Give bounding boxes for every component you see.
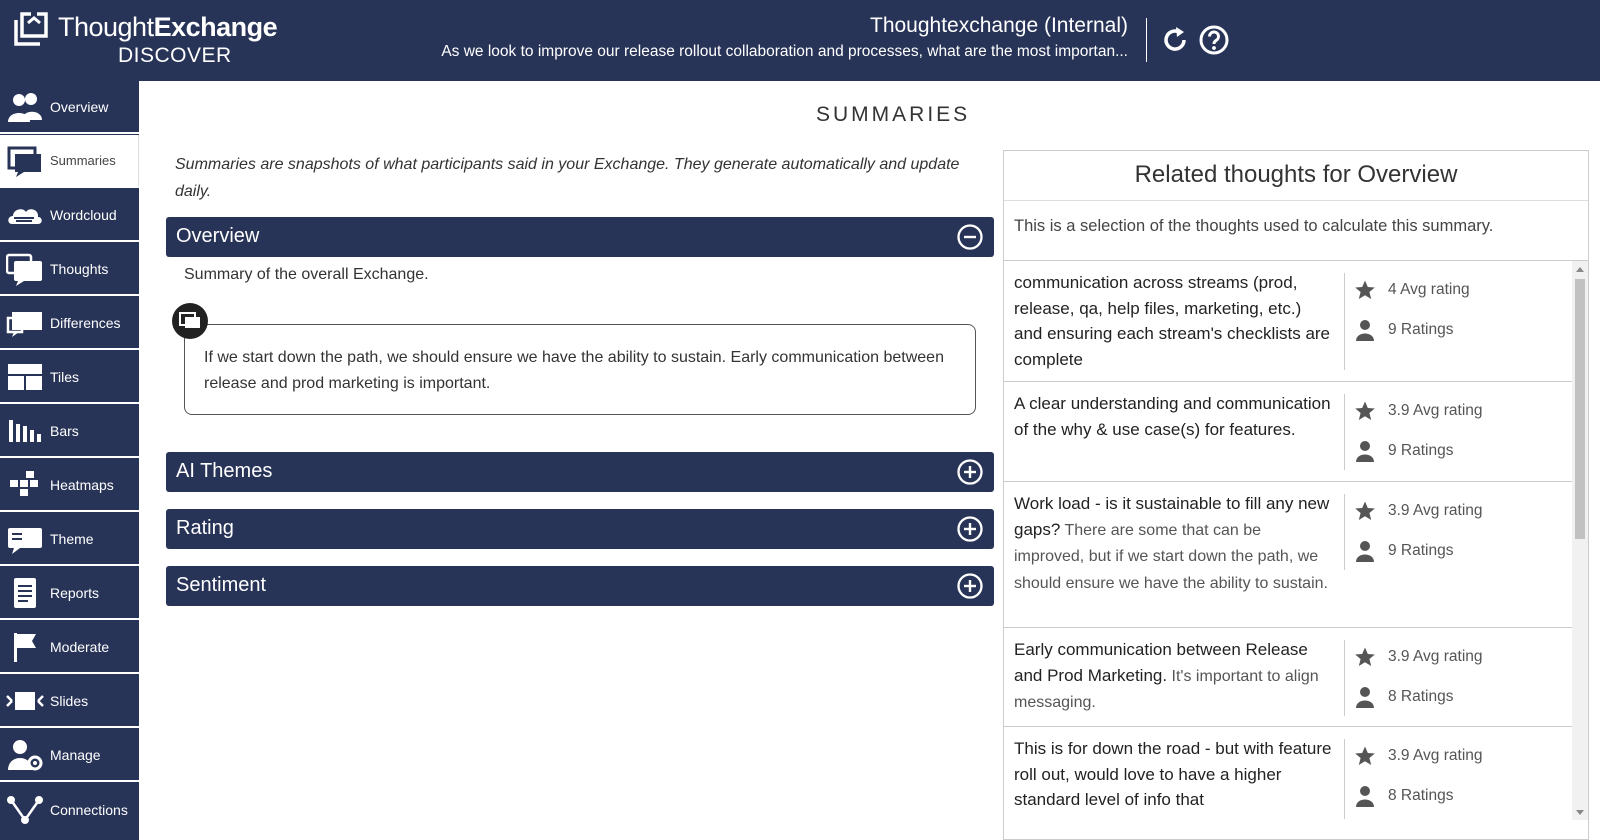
sidebar-item-moderate[interactable] [0, 621, 139, 674]
sidebar-item-label: Connections [50, 801, 128, 818]
scroll-thumb[interactable] [1575, 279, 1585, 539]
rating-count-label: 9 Ratings [1388, 321, 1454, 338]
thought-card[interactable] [1004, 382, 1572, 482]
rating-count-label: 8 Ratings [1388, 787, 1454, 804]
sidebar-item-slides[interactable] [0, 675, 139, 728]
rating-count [1354, 784, 1453, 808]
rating-count-label: 9 Ratings [1388, 542, 1454, 559]
section-sentiment[interactable] [166, 566, 994, 606]
slides-icon [6, 684, 44, 718]
rating-count-label: 9 Ratings [1388, 442, 1454, 459]
sidebar-item-connections[interactable] [0, 783, 139, 836]
section-label: Sentiment [176, 574, 267, 596]
avg-rating [1354, 399, 1483, 423]
sidebar-item-heatmaps[interactable] [0, 459, 139, 512]
sidebar-item-thoughts[interactable] [0, 243, 139, 296]
sidebar-item-label: Reports [50, 584, 100, 601]
person-icon [1354, 785, 1376, 807]
avg-rating-label: 3.9 Avg rating [1388, 648, 1483, 665]
expand-plus-icon[interactable] [956, 515, 984, 543]
section-ai-themes[interactable] [166, 452, 994, 492]
star-icon [1354, 646, 1376, 668]
avg-rating [1354, 278, 1470, 302]
sidebar-item-label: Tiles [50, 368, 80, 385]
quote-badge-icon [172, 303, 208, 339]
thought-text: Early communication between Release and Prod Marketing. It's important to align messaging. [1014, 640, 1319, 711]
person-icon [1354, 319, 1376, 341]
sidebar-item-label: Thoughts [50, 260, 109, 277]
star-icon [1354, 279, 1376, 301]
connections-icon [6, 793, 44, 827]
differences-icon [6, 306, 44, 340]
sidebar-item-label: Theme [50, 530, 94, 547]
page-title: SUMMARIES [816, 103, 971, 126]
summaries-icon [6, 144, 44, 178]
star-icon [1354, 745, 1376, 767]
sidebar-nav [0, 81, 139, 840]
section-label: AI Themes [176, 460, 273, 482]
sidebar-item-wordcloud[interactable] [0, 189, 139, 242]
thought-card[interactable] [1004, 482, 1572, 628]
expand-plus-icon[interactable] [956, 458, 984, 486]
bars-icon [6, 414, 44, 448]
section-label: Rating [176, 517, 234, 539]
top-bar [0, 0, 1600, 81]
scroll-up-icon[interactable] [1576, 267, 1584, 272]
sidebar-item-theme[interactable] [0, 513, 139, 566]
sidebar-item-label: Overview [50, 98, 109, 115]
sidebar-item-overview[interactable] [0, 81, 139, 134]
thought-card[interactable] [1004, 727, 1572, 820]
help-icon[interactable] [1198, 24, 1230, 56]
logo-mark-icon [12, 10, 50, 48]
thought-card[interactable] [1004, 261, 1572, 382]
sidebar-item-label: Slides [50, 692, 89, 709]
exchange-title: Thoughtexchange (Internal) [870, 14, 1128, 37]
rating-count-label: 8 Ratings [1388, 688, 1454, 705]
thought-divider [1344, 739, 1345, 819]
star-icon [1354, 500, 1376, 522]
collapse-minus-icon[interactable] [956, 223, 984, 251]
summaries-intro: Summaries are snapshots of what participants said in your Exchange. They generate automatically and update daily. [175, 156, 960, 200]
overview-quote-card [184, 324, 976, 415]
avg-rating-label: 3.9 Avg rating [1388, 402, 1483, 419]
person-icon [1354, 440, 1376, 462]
sidebar-item-label: Differences [50, 314, 121, 331]
manage-icon [6, 738, 44, 772]
thoughts-scrollbar[interactable] [1572, 261, 1588, 820]
avg-rating-label: 4 Avg rating [1388, 281, 1470, 298]
sidebar-item-label: Wordcloud [50, 206, 117, 223]
thought-divider [1344, 394, 1345, 470]
section-label: Overview [176, 225, 260, 247]
avg-rating [1354, 645, 1483, 669]
sidebar-item-bars[interactable] [0, 405, 139, 458]
flag-icon [6, 630, 44, 664]
expand-plus-icon[interactable] [956, 572, 984, 600]
person-icon [1354, 686, 1376, 708]
person-icon [1354, 540, 1376, 562]
related-thoughts-panel [1003, 150, 1589, 840]
rating-count [1354, 439, 1453, 463]
section-overview[interactable] [166, 217, 994, 257]
avg-rating-label: 3.9 Avg rating [1388, 747, 1483, 764]
thought-divider [1344, 640, 1345, 716]
thought-card[interactable] [1004, 628, 1572, 727]
sidebar-item-differences[interactable] [0, 297, 139, 350]
sidebar-item-label: Summaries [50, 153, 116, 168]
logo-subtitle: DISCOVER [118, 44, 232, 67]
rating-count [1354, 685, 1453, 709]
logo-wordmark: ThoughtExchange [58, 12, 278, 42]
sidebar-item-tiles[interactable] [0, 351, 139, 404]
thought-text: Work load - is it sustainable to fill any new gaps? There are some that can be improved, but if we start down the path, we should ensure we have the ability to sustain. [1014, 494, 1330, 592]
sidebar-item-reports[interactable] [0, 567, 139, 620]
exchange-question: As we look to improve our release rollout collaboration and processes, what are the most importan... [441, 43, 1128, 60]
thought-text: A clear understanding and communication of the why & use case(s) for features. [1014, 394, 1331, 439]
section-rating[interactable] [166, 509, 994, 549]
header-divider [1146, 18, 1147, 62]
sidebar-item-label: Bars [50, 422, 79, 439]
rating-count [1354, 318, 1453, 342]
panel-description: This is a selection of the thoughts used to calculate this summary. [1014, 217, 1494, 235]
overview-caption: Summary of the overall Exchange. [184, 266, 429, 283]
theme-icon [6, 522, 44, 556]
sidebar-item-label: Moderate [50, 638, 110, 655]
overview-quote-text: If we start down the path, we should ensure we have the ability to sustain. Early communication between release and prod marketing is important. [204, 349, 944, 392]
avg-rating-label: 3.9 Avg rating [1388, 502, 1483, 519]
thoughtexchange-logo[interactable] [12, 8, 282, 72]
star-icon [1354, 400, 1376, 422]
reports-icon [6, 576, 44, 610]
heatmap-icon [6, 468, 44, 502]
cloud-icon [6, 198, 44, 232]
sidebar-item-summaries[interactable] [0, 135, 139, 188]
rating-count [1354, 539, 1453, 563]
people-icon [6, 90, 44, 124]
thought-text: This is for down the road - but with feature roll out, would love to have a higher standard level of info that [1014, 739, 1332, 809]
sidebar-item-manage[interactable] [0, 729, 139, 782]
sidebar-item-label: Manage [50, 746, 101, 763]
refresh-icon[interactable] [1159, 24, 1191, 56]
sidebar-item-label: Heatmaps [50, 476, 114, 493]
thoughts-list[interactable] [1004, 260, 1588, 820]
scroll-down-icon[interactable] [1576, 810, 1584, 815]
thought-text: communication across streams (prod, release, qa, help files, marketing, etc.) and ensuring each stream's checklists are complete [1014, 273, 1331, 369]
avg-rating [1354, 744, 1483, 768]
tiles-icon [6, 360, 44, 394]
panel-title: Related thoughts for Overview [1004, 151, 1588, 201]
avg-rating [1354, 499, 1483, 523]
thoughts-icon [6, 252, 44, 286]
thought-divider [1344, 273, 1345, 370]
thought-divider [1344, 494, 1345, 570]
